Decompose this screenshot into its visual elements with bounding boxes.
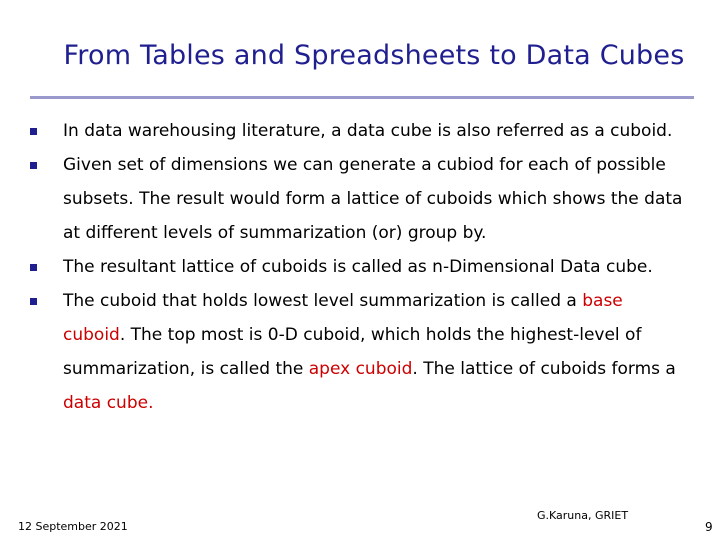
square-bullet-icon [30,162,37,169]
bullet-text: The resultant lattice of cuboids is called as n-Dimensional Data cube. [63,257,653,277]
bullet-item [30,250,690,284]
text-segment: . The top most is 0-D cuboid, which holds the highest-level of summarization, is called the [63,325,642,379]
bullet-text: Given set of dimensions we can generate a cubiod for each of possible subsets. The result would form a lattice of cuboids which shows the data at different levels of summarization (or) group by. [63,155,683,243]
highlight-base-cuboid: base cuboid [63,291,623,345]
bullet-item [30,114,690,148]
footer-author: G.Karuna, GRIET [537,509,629,522]
square-bullet-icon [30,128,37,135]
highlight-data-cube: data cube. [63,393,154,413]
highlight-apex-cuboid: apex cuboid [308,359,413,379]
text-segment: The cuboid that holds lowest level summarization is called a [63,291,583,311]
bullet-list [30,114,690,420]
footer-date: 12 September 2021 [18,520,128,533]
square-bullet-icon [30,264,37,271]
text-segment: . The lattice of cuboids forms a [412,359,676,379]
bullet-text: In data warehousing literature, a data cube is also referred as a cuboid. [63,121,673,141]
bullet-item [30,148,690,250]
title-divider [30,96,694,99]
square-bullet-icon [30,298,37,305]
bullet-text [63,284,690,420]
bullet-item [30,284,690,420]
page-number: 9 [705,520,713,534]
slide-title: From Tables and Spreadsheets to Data Cubes [63,40,685,71]
